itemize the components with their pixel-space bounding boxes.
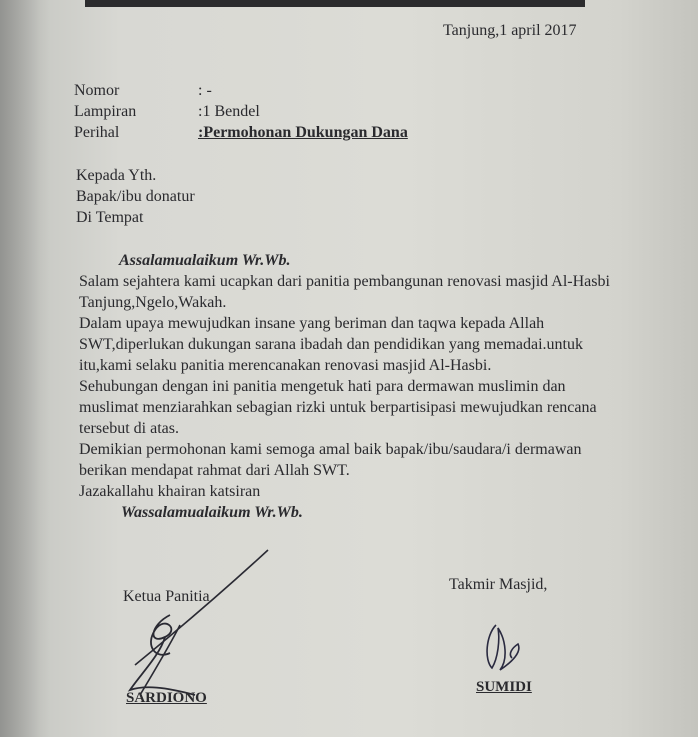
letterhead-rule (85, 0, 585, 7)
meta-value: :1 Bendel (198, 103, 260, 120)
body-line: Jazakallahu khairan katsiran (79, 483, 261, 500)
body-line: Salam sejahtera kami ucapkan dari panitia pembangunan renovasi masjid Al-Hasbi (79, 273, 610, 290)
page-fold-shadow (0, 0, 50, 737)
meta-row-perihal (74, 122, 408, 143)
body-line: Dalam upaya mewujudkan insane yang beriman dan taqwa kepada Allah (79, 315, 545, 332)
meta-label: Nomor (74, 82, 120, 99)
meta-value-subject: :Permohonan Dukungan Dana (198, 124, 408, 141)
recipient-block (76, 165, 195, 228)
body-line: Tanjung,Ngelo,Wakah. (79, 294, 227, 311)
body-line: muslimat menziarahkan sebagian rizki untuk berpartisipasi mewujudkan rencana (79, 399, 597, 416)
signer-name-left: SARDIONO (126, 690, 207, 706)
letter-date: Tanjung,1 april 2017 (443, 22, 577, 39)
meta-label: Lampiran (74, 103, 137, 120)
body-line: Demikian permohonan kami semoga amal baik bapak/ibu/saudara/i dermawan (79, 441, 582, 458)
signer-title-left: Ketua Panitia (123, 588, 210, 605)
body-line: itu,kami selaku panitia merencanakan renovasi masjid Al-Hasbi. (79, 357, 492, 374)
body-line: Sehubungan dengan ini panitia mengetuk hati para dermawan muslimin dan (79, 378, 566, 395)
signature-right (478, 620, 528, 675)
letter-meta (74, 80, 408, 143)
meta-label: Perihal (74, 124, 120, 141)
signer-title-right: Takmir Masjid, (449, 576, 548, 593)
body-line: SWT,diperlukan dukungan sarana ibadah dan pendidikan yang memadai.untuk (79, 336, 583, 353)
letter-body (79, 250, 619, 523)
recipient-line: Bapak/ibu donatur (76, 188, 195, 205)
meta-row-lampiran (74, 101, 408, 122)
recipient-line: Di Tempat (76, 209, 144, 226)
greeting: Assalamualaikum Wr.Wb. (119, 252, 291, 269)
body-line: berikan mendapat rahmat dari Allah SWT. (79, 462, 350, 479)
closing: Wassalamualaikum Wr.Wb. (121, 504, 303, 521)
recipient-line: Kepada Yth. (76, 167, 157, 184)
meta-row-nomor (74, 80, 408, 101)
signer-name-right: SUMIDI (476, 679, 532, 695)
meta-value: : - (198, 82, 212, 99)
body-line: tersebut di atas. (79, 420, 179, 437)
signature-left (110, 545, 280, 710)
